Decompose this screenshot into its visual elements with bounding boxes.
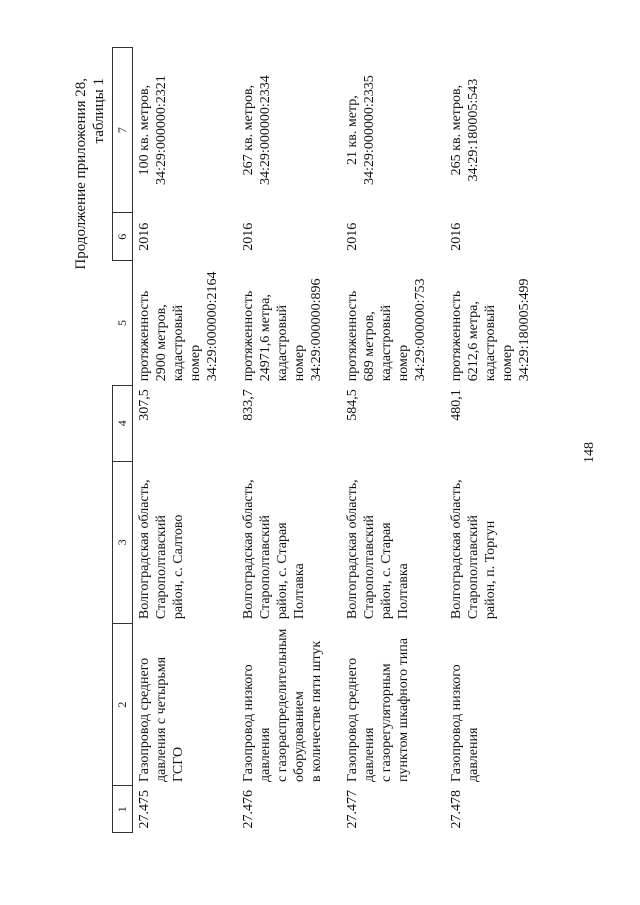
object-address-line: Полтавка	[396, 563, 411, 620]
object-address-line: Волгоградская область,	[241, 479, 256, 620]
object-name	[237, 623, 341, 786]
object-characteristics-line: протяженность	[345, 290, 360, 382]
land-plot-info	[133, 48, 238, 213]
continuation-line-2: таблицы 1	[91, 78, 107, 144]
object-area: 480,1	[449, 389, 464, 421]
object-address-line: Полтавка	[292, 563, 307, 620]
land-plot-info	[341, 48, 445, 213]
object-year: 2016	[137, 222, 152, 251]
object-name	[133, 623, 238, 786]
object-address-line: район, с. Старая	[379, 522, 394, 620]
object-address-line: Волгоградская область,	[137, 479, 152, 620]
object-characteristics	[237, 261, 341, 385]
land-plot-info-line: 34:29:180005:543	[466, 78, 481, 182]
object-characteristics-line: 6212,6 метра,	[466, 301, 481, 382]
object-address	[341, 461, 445, 623]
object-name-line: давления	[466, 727, 481, 782]
object-characteristics-line: кадастровый	[171, 305, 186, 382]
object-characteristics-line: номер	[500, 344, 515, 382]
object-characteristics-line: 34:29:180005:499	[517, 278, 532, 382]
object-characteristics-line: протяженность	[137, 290, 152, 382]
object-characteristics-line: кадастровый	[483, 305, 498, 382]
object-area: 584,5	[345, 389, 360, 421]
object-characteristics-line: кадастровый	[379, 305, 394, 382]
property-table	[112, 47, 549, 833]
object-area: 833,7	[241, 389, 256, 421]
land-plot-info-line: 21 кв. метр,	[345, 95, 360, 165]
table-row	[237, 48, 341, 833]
object-characteristics	[341, 261, 445, 385]
object-name-line: Газопровод низкого	[449, 664, 464, 782]
land-plot-info-line: 34:29:000000:2334	[258, 75, 273, 185]
object-address-line: Волгоградская область,	[345, 479, 360, 620]
object-name-line: Газопровод среднего	[345, 657, 360, 782]
object-address-line: Старополтавский	[466, 515, 481, 620]
object-name-line: с газорегуляторным	[379, 663, 394, 782]
object-characteristics	[133, 261, 238, 385]
object-characteristics-line: протяженность	[449, 290, 464, 382]
land-plot-info-line: 100 кв. метров,	[137, 84, 152, 176]
object-characteristics-line: 24971,6 метра,	[258, 294, 273, 382]
object-name-line: давления с четырьмя	[154, 656, 169, 782]
object-name-line: давления	[258, 727, 273, 782]
object-name-line: оборудованием	[292, 691, 307, 782]
object-address	[445, 461, 549, 623]
land-plot-info-line: 265 кв. метров,	[449, 84, 464, 176]
object-name-line: Газопровод среднего	[137, 657, 152, 782]
object-characteristics-line: номер	[188, 344, 203, 382]
object-characteristics-line: 34:29:000000:2164	[205, 271, 220, 382]
object-address	[133, 461, 238, 623]
object-characteristics-line: 34:29:000000:896	[309, 278, 324, 382]
object-name	[445, 623, 549, 786]
column-number: 6	[113, 213, 133, 261]
object-address-line: район, с. Салтово	[171, 514, 186, 620]
object-characteristics-line: кадастровый	[275, 305, 290, 382]
object-name-line: с газораспределительным	[275, 628, 290, 782]
object-address-line: Старополтавский	[362, 515, 377, 620]
object-characteristics-line: 2900 метров,	[154, 304, 169, 382]
object-year: 2016	[345, 222, 360, 251]
column-number: 7	[113, 48, 133, 213]
object-address-line: Старополтавский	[258, 515, 273, 620]
object-characteristics	[445, 261, 549, 385]
object-area: 307,5	[137, 389, 152, 421]
table-row	[341, 48, 445, 833]
land-plot-info-line: 34:29:000000:2335	[362, 75, 377, 185]
object-address-line: район, с. Старая	[275, 522, 290, 620]
object-address	[237, 461, 341, 623]
row-number: 27.476	[241, 790, 256, 829]
object-year: 2016	[241, 222, 256, 251]
object-address-line: район, п. Торгун	[483, 520, 498, 620]
object-characteristics-line: номер	[396, 344, 411, 382]
table-body	[133, 48, 550, 833]
land-plot-info-line: 34:29:000000:2321	[154, 75, 169, 185]
object-address-line: Старополтавский	[154, 515, 169, 620]
land-plot-info-line: 267 кв. метров,	[241, 84, 256, 176]
column-number: 4	[113, 385, 133, 461]
row-number: 27.478	[449, 790, 464, 829]
object-name-line: в количестве пяти штук	[309, 640, 324, 782]
page-number: 148	[582, 442, 597, 463]
row-number: 27.475	[137, 790, 152, 829]
object-name	[341, 623, 445, 786]
table-row	[445, 48, 549, 833]
column-number: 2	[113, 623, 133, 786]
column-number: 3	[113, 461, 133, 623]
column-number: 5	[113, 261, 133, 385]
column-number: 1	[113, 786, 133, 833]
continuation-line-1: Продолжение приложения 28,	[73, 78, 89, 270]
object-characteristics-line: 689 метров,	[362, 311, 377, 382]
continuation-heading	[72, 78, 108, 270]
object-name-line: давления	[362, 727, 377, 782]
land-plot-info	[445, 48, 549, 213]
object-address-line: Волгоградская область,	[449, 479, 464, 620]
object-name-line: ГСГО	[171, 746, 186, 782]
object-name-line: Газопровод низкого	[241, 664, 256, 782]
row-number: 27.477	[345, 790, 360, 829]
object-characteristics-line: протяженность	[241, 290, 256, 382]
object-characteristics-line: 34:29:000000:753	[413, 278, 428, 382]
object-name-line: пунктом шкафного типа	[396, 638, 411, 782]
object-year: 2016	[449, 222, 464, 251]
column-number-row	[113, 48, 133, 833]
land-plot-info	[237, 48, 341, 213]
table-row	[133, 48, 238, 833]
object-characteristics-line: номер	[292, 344, 307, 382]
